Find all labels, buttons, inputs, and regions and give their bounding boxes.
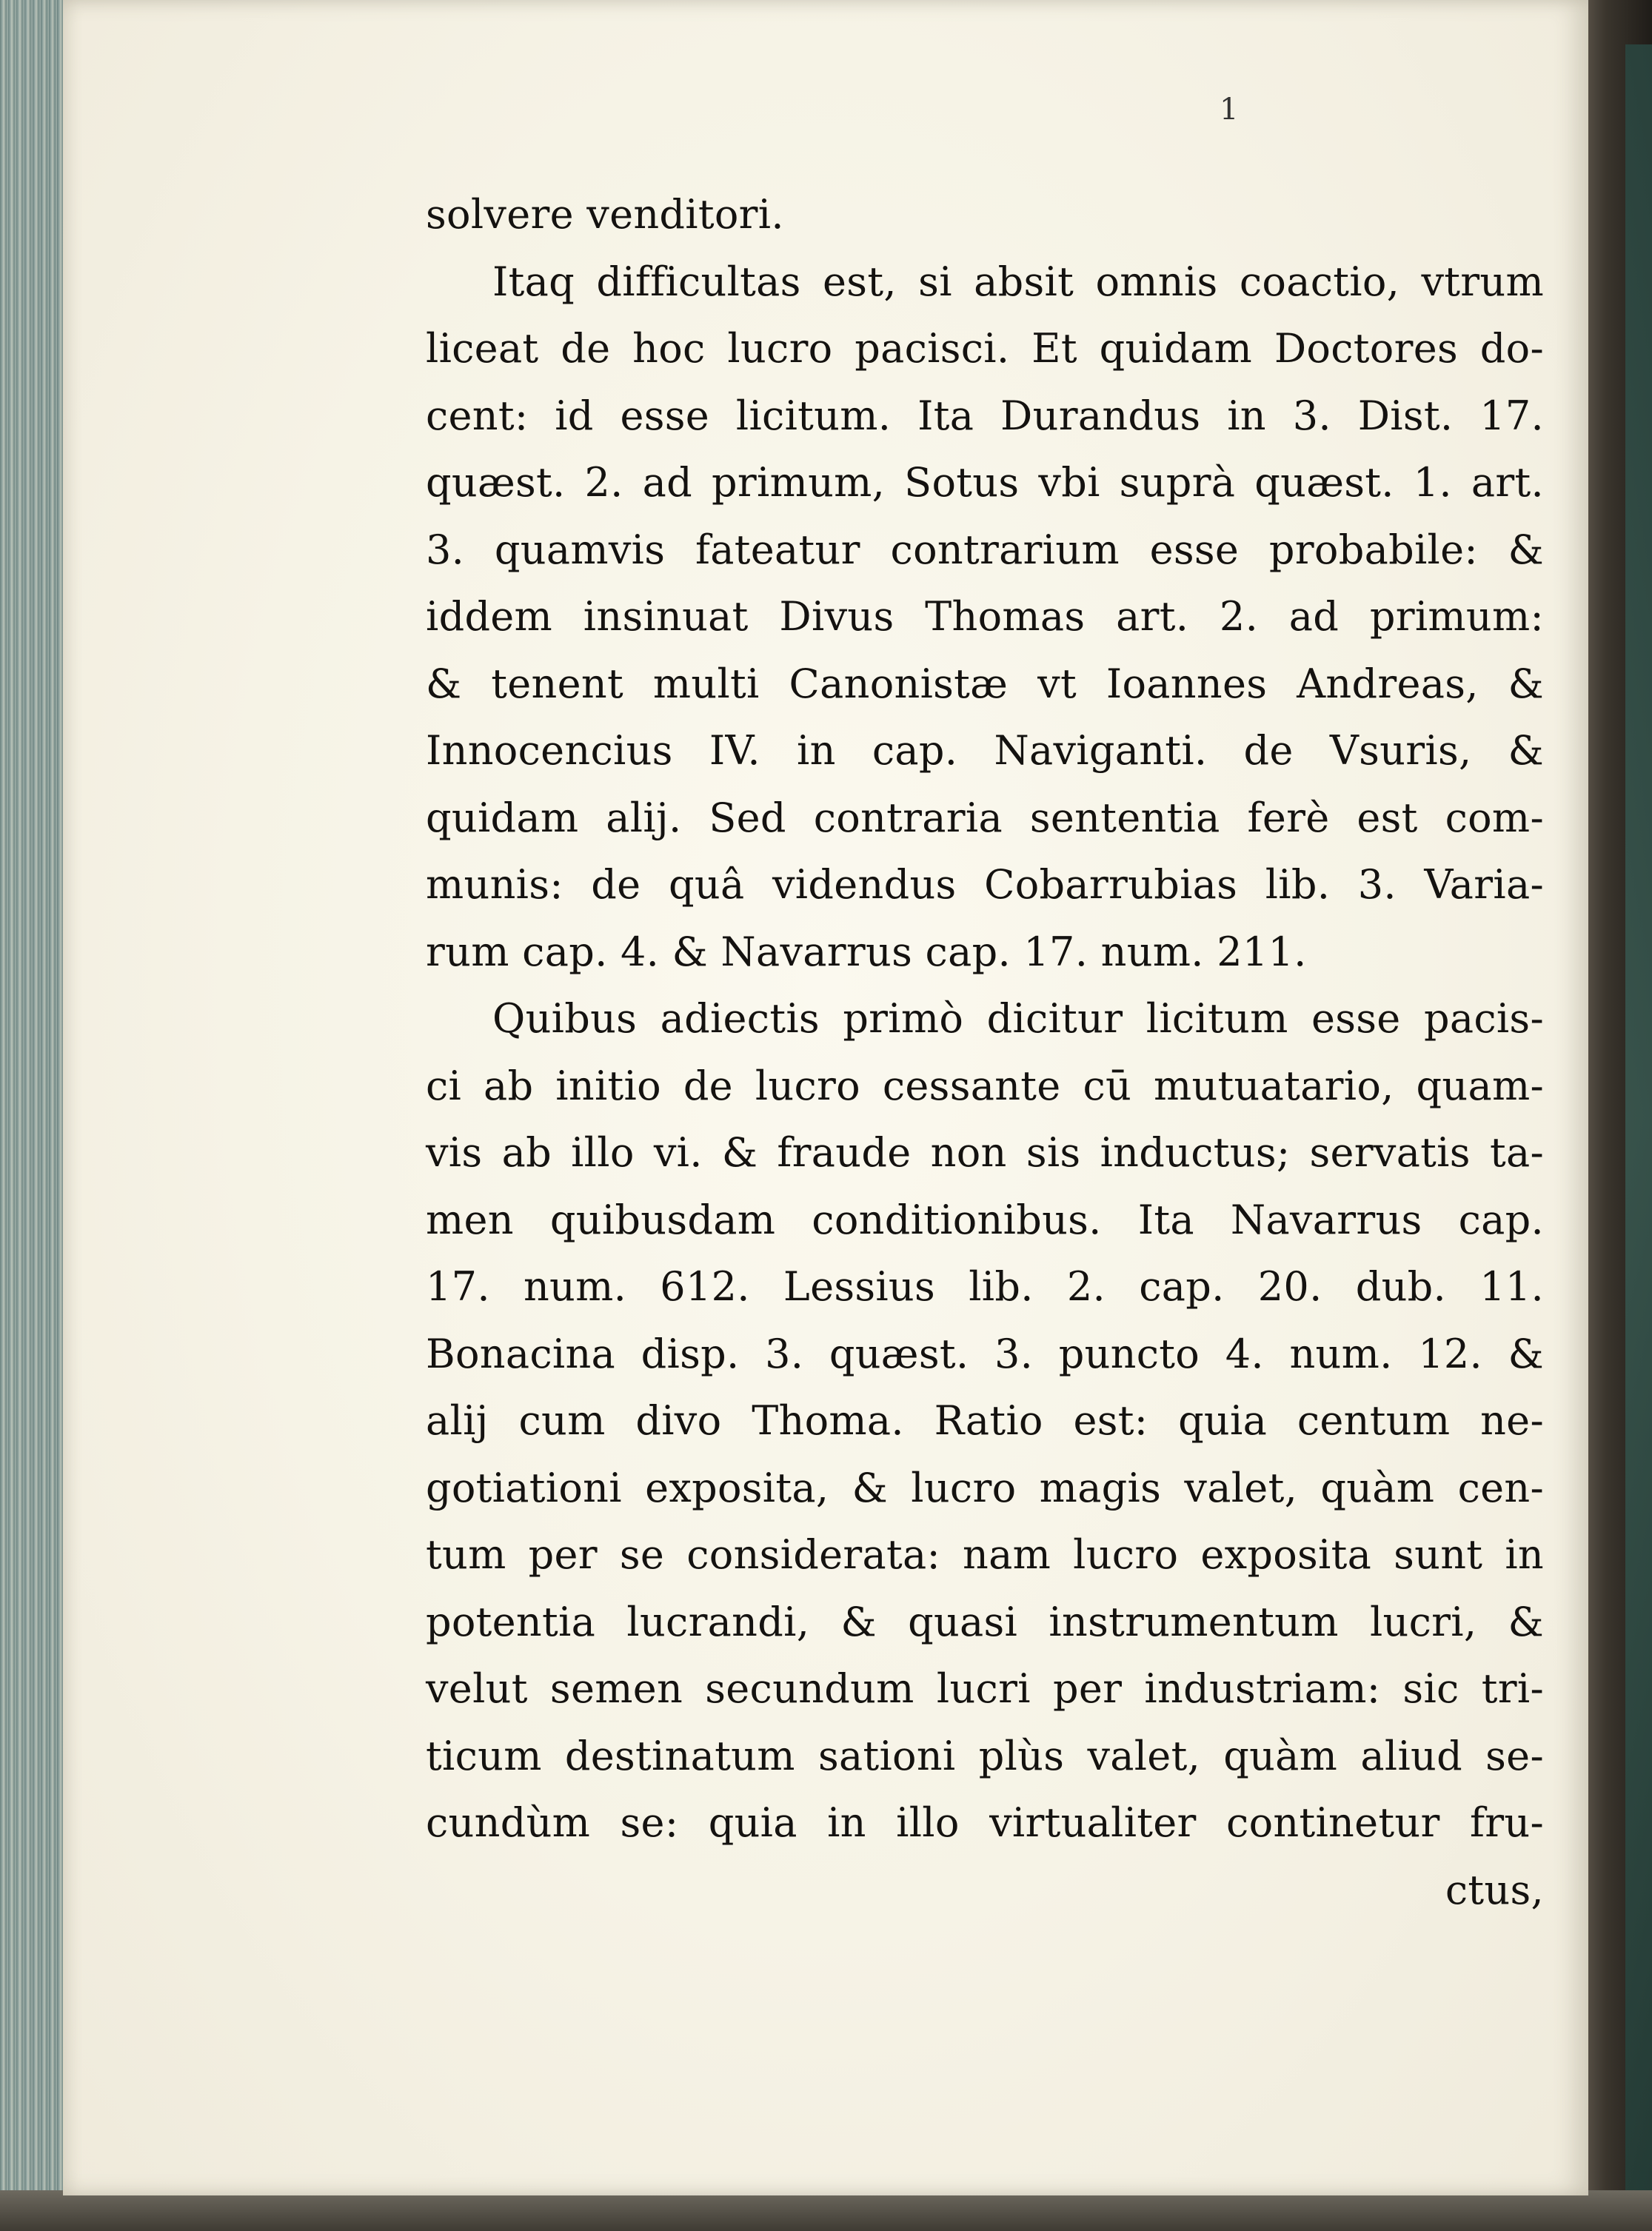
text-line: cundùm se: quia in illo virtualiter continetur fru- xyxy=(426,1799,1544,1846)
cover-board xyxy=(1625,44,1652,2192)
text-line: tum per se considerata: nam lucro exposita sunt in xyxy=(426,1531,1544,1578)
text-line: 3. quamvis fateatur contrarium esse probabile: & xyxy=(426,526,1544,573)
text-line: cent: id esse licitum. Ita Durandus in 3. Dist. 17. xyxy=(426,392,1544,439)
text-line: 17. num. 612. Lessius lib. 2. cap. 20. dub. 11. xyxy=(426,1263,1544,1310)
text-line: Itaq difficultas est, si absit omnis coactio, vtrum xyxy=(492,258,1544,305)
text-line: potentia lucrandi, & quasi instrumentum lucri, & xyxy=(426,1598,1544,1645)
text-line: quidam alij. Sed contraria sententia ferè est com- xyxy=(426,794,1544,841)
text-line: solvere venditori. xyxy=(426,191,784,238)
text-line: velut semen secundum lucri per industriam: sic tri- xyxy=(426,1665,1544,1712)
folio-mark: 1 xyxy=(1220,93,1239,127)
text-line: munis: de quâ videndus Cobarrubias lib. 3. Varia- xyxy=(426,861,1544,908)
text-line: ci ab initio de lucro cessante cū mutuatario, quam- xyxy=(426,1062,1544,1109)
text-line: Innocencius IV. in cap. Naviganti. de Vsuris, & xyxy=(426,727,1544,774)
text-line: rum cap. 4. & Navarrus cap. 17. num. 211. xyxy=(426,928,1307,975)
text-block xyxy=(426,181,1544,1924)
text-line: ticum destinatum sationi plùs valet, quàm aliud se- xyxy=(426,1732,1544,1779)
text-line: quæst. 2. ad primum, Sotus vbi suprà quæst. 1. art. xyxy=(426,459,1544,506)
text-line: Quibus adiectis primò dicitur licitum esse pacis- xyxy=(492,995,1544,1042)
text-line: men quibusdam conditionibus. Ita Navarrus cap. xyxy=(426,1196,1544,1243)
text-line: & tenent multi Canonistæ vt Ioannes Andreas, & xyxy=(426,660,1544,707)
catchword: ctus, xyxy=(1445,1866,1544,1913)
text-line: liceat de hoc lucro pacisci. Et quidam Doctores do- xyxy=(426,325,1544,372)
text-line: gotiationi exposita, & lucro magis valet, quàm cen- xyxy=(426,1464,1544,1511)
book-binding xyxy=(1584,0,1652,2231)
text-line: vis ab illo vi. & fraude non sis inductus; servatis ta- xyxy=(426,1129,1544,1176)
text-line: Bonacina disp. 3. quæst. 3. puncto 4. num. 12. & xyxy=(426,1330,1544,1377)
text-line: alij cum divo Thoma. Ratio est: quia centum ne- xyxy=(426,1397,1544,1444)
bottom-edge xyxy=(0,2190,1652,2231)
text-line: iddem insinuat Divus Thomas art. 2. ad primum: xyxy=(426,593,1544,640)
